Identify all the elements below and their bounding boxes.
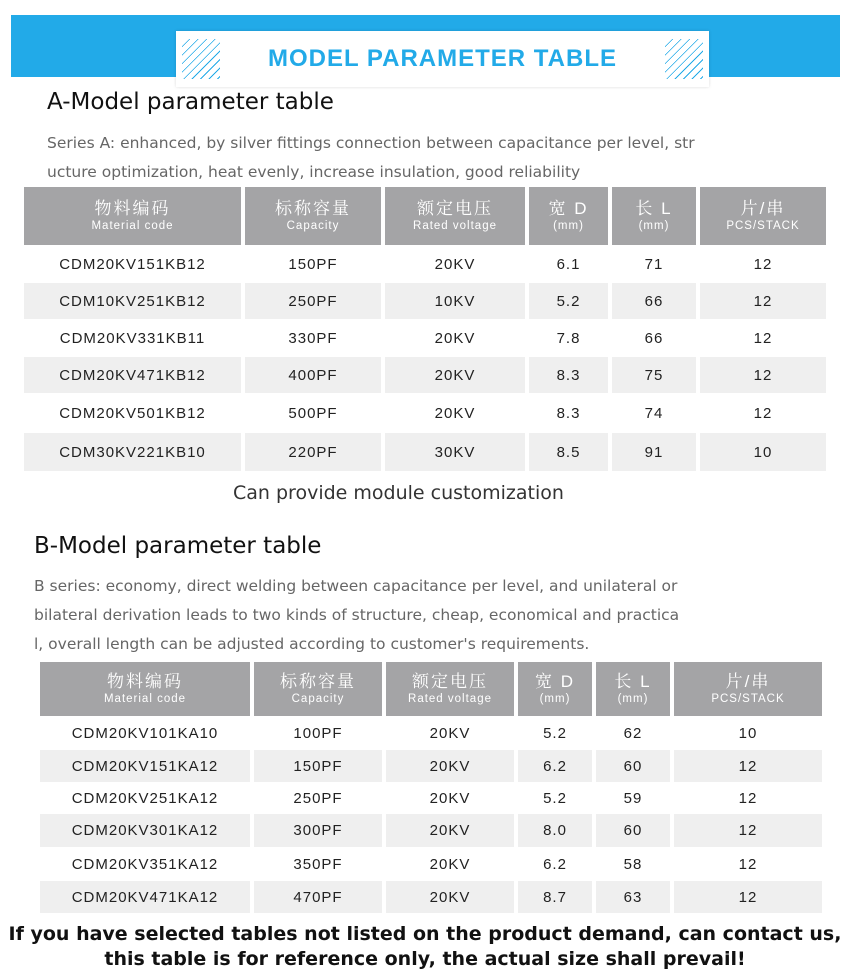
section-b-heading: B-Model parameter table <box>34 533 322 559</box>
cell-capacity: 470PF <box>254 881 382 913</box>
table-row <box>40 881 822 913</box>
cell-material-code: CDM20KV501KB12 <box>59 404 206 422</box>
cell-pcs-stack: 12 <box>753 404 773 422</box>
cell-pcs-stack: 12 <box>753 255 773 273</box>
column-header-capacity: 标称容量 Capacity <box>245 187 381 245</box>
table-header-row <box>24 187 826 245</box>
cell-width: 6.2 <box>518 750 592 782</box>
cell-material-code: CDM20KV331KB11 <box>59 329 206 347</box>
cell-material-code: CDM20KV251KA12 <box>71 789 219 807</box>
cell-length: 60 <box>596 750 670 782</box>
cell-width: 8.7 <box>518 881 592 913</box>
column-header-rated-voltage: 额定电压 Rated voltage <box>385 187 525 245</box>
cell-rated-voltage: 30KV <box>385 433 525 471</box>
description-line: B series: economy, direct welding between capacitance per level, and unilateral or <box>34 577 678 595</box>
cell-length: 71 <box>644 255 664 273</box>
cell-length: 74 <box>644 404 664 422</box>
table-row <box>40 847 822 881</box>
cell-pcs-stack: 12 <box>738 789 758 807</box>
cell-capacity: 500PF <box>288 404 338 422</box>
cell-width: 7.8 <box>556 329 581 347</box>
column-header-length: 长 L (mm) <box>612 187 696 245</box>
cell-rated-voltage: 10KV <box>385 283 525 319</box>
cell-capacity: 220PF <box>245 433 381 471</box>
cell-width: 8.3 <box>529 357 608 393</box>
cell-capacity: 300PF <box>254 814 382 847</box>
cell-width: 8.3 <box>556 404 581 422</box>
cell-length: 66 <box>644 329 664 347</box>
cell-width: 6.2 <box>543 855 567 873</box>
cell-capacity: 250PF <box>293 789 343 807</box>
cell-length: 75 <box>612 357 696 393</box>
cell-material-code: CDM20KV351KA12 <box>71 855 219 873</box>
customization-note: Can provide module customization <box>233 482 564 504</box>
section-a-description <box>47 129 695 187</box>
cell-length: 60 <box>596 814 670 847</box>
cell-rated-voltage: 20KV <box>434 255 476 273</box>
disclaimer-line: this table is for reference only, the actual size shall prevail! <box>104 948 746 970</box>
cell-width: 5.2 <box>543 789 567 807</box>
table-row <box>40 750 822 782</box>
cell-pcs-stack: 12 <box>753 329 773 347</box>
cell-pcs-stack: 12 <box>700 283 826 319</box>
table-row <box>24 357 826 393</box>
page-title: MODEL PARAMETER TABLE <box>268 45 617 72</box>
disclaimer-line: If you have selected tables not listed on the product demand, can contact us, <box>8 923 842 945</box>
cell-rated-voltage: 20KV <box>386 750 514 782</box>
column-header-material-code: 物料编码 Material code <box>40 662 250 716</box>
cell-material-code: CDM20KV101KA10 <box>71 724 219 742</box>
cell-pcs-stack: 12 <box>700 357 826 393</box>
table-row <box>40 814 822 847</box>
column-header-width: 宽 D (mm) <box>529 187 608 245</box>
cell-pcs-stack: 12 <box>738 855 758 873</box>
cell-rated-voltage: 20KV <box>429 724 471 742</box>
table-header-row <box>40 662 822 716</box>
cell-length: 91 <box>612 433 696 471</box>
table-row <box>24 319 826 357</box>
cell-width: 8.0 <box>518 814 592 847</box>
cell-length: 62 <box>623 724 643 742</box>
cell-length: 63 <box>596 881 670 913</box>
cell-pcs-stack: 12 <box>674 881 822 913</box>
cell-width: 5.2 <box>529 283 608 319</box>
cell-width: 6.1 <box>556 255 581 273</box>
description-line: l, overall length can be adjusted according to customer's requirements. <box>34 635 590 653</box>
table-row <box>24 433 826 471</box>
column-header-pcs-stack: 片/串 PCS/STACK <box>674 662 822 716</box>
description-line: Series A: enhanced, by silver fittings connection between capacitance per level, str <box>47 134 695 152</box>
cell-capacity: 150PF <box>254 750 382 782</box>
cell-length: 66 <box>612 283 696 319</box>
cell-capacity: 100PF <box>293 724 343 742</box>
cell-rated-voltage: 20KV <box>429 855 471 873</box>
cell-pcs-stack: 12 <box>674 750 822 782</box>
cell-width: 8.5 <box>529 433 608 471</box>
cell-material-code: CDM30KV221KB10 <box>24 433 241 471</box>
cell-rated-voltage: 20KV <box>386 881 514 913</box>
title-banner <box>11 15 840 77</box>
table-row <box>40 782 822 814</box>
cell-rated-voltage: 20KV <box>386 814 514 847</box>
section-a-table <box>20 187 830 471</box>
description-line: ucture optimization, heat evenly, increase insulation, good reliability <box>47 163 581 181</box>
cell-capacity: 150PF <box>288 255 338 273</box>
cell-length: 59 <box>623 789 643 807</box>
table-row <box>24 283 826 319</box>
column-header-material-code: 物料编码 Material code <box>24 187 241 245</box>
cell-capacity: 350PF <box>293 855 343 873</box>
cell-rated-voltage: 20KV <box>434 404 476 422</box>
cell-rated-voltage: 20KV <box>434 329 476 347</box>
column-header-rated-voltage: 额定电压 Rated voltage <box>386 662 514 716</box>
cell-length: 58 <box>623 855 643 873</box>
cell-material-code: CDM20KV151KA12 <box>40 750 250 782</box>
cell-pcs-stack: 10 <box>700 433 826 471</box>
table-row <box>24 393 826 433</box>
column-header-length: 长 L (mm) <box>596 662 670 716</box>
title-plate <box>176 31 709 87</box>
table-row <box>40 716 822 750</box>
disclaimer <box>0 922 850 972</box>
cell-material-code: CDM20KV471KA12 <box>40 881 250 913</box>
section-b-description <box>34 572 679 659</box>
cell-rated-voltage: 20KV <box>429 789 471 807</box>
section-b-table <box>36 662 826 913</box>
cell-pcs-stack: 10 <box>738 724 758 742</box>
column-header-capacity: 标称容量 Capacity <box>254 662 382 716</box>
cell-capacity: 250PF <box>245 283 381 319</box>
table-row <box>24 245 826 283</box>
description-line: bilateral derivation leads to two kinds of structure, cheap, economical and practica <box>34 606 680 624</box>
cell-pcs-stack: 12 <box>674 814 822 847</box>
column-header-width: 宽 D (mm) <box>518 662 592 716</box>
cell-capacity: 330PF <box>288 329 338 347</box>
stripe-decoration-right <box>665 39 703 79</box>
cell-capacity: 400PF <box>245 357 381 393</box>
cell-rated-voltage: 20KV <box>385 357 525 393</box>
cell-material-code: CDM20KV471KB12 <box>24 357 241 393</box>
cell-material-code: CDM20KV151KB12 <box>59 255 206 273</box>
cell-width: 5.2 <box>543 724 567 742</box>
column-header-pcs-stack: 片/串 PCS/STACK <box>700 187 826 245</box>
cell-material-code: CDM20KV301KA12 <box>40 814 250 847</box>
section-a-heading: A-Model parameter table <box>47 89 334 115</box>
cell-material-code: CDM10KV251KB12 <box>24 283 241 319</box>
